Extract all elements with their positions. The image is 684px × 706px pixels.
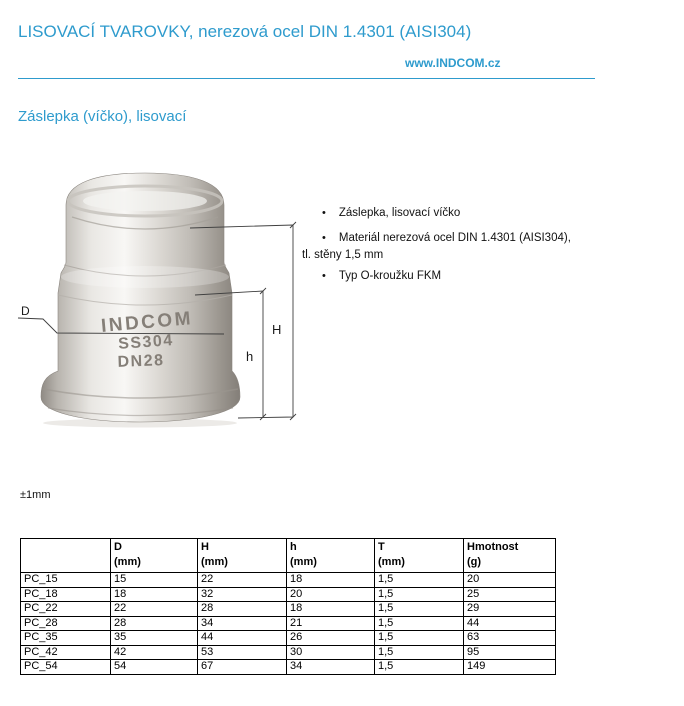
table-header bbox=[464, 539, 556, 573]
header-line: h bbox=[290, 541, 297, 553]
product-photo bbox=[0, 165, 310, 435]
table-cell: 1,5 bbox=[375, 573, 464, 588]
table-cell: 54 bbox=[111, 660, 198, 675]
table-cell: PC_28 bbox=[21, 616, 111, 631]
table-cell: PC_54 bbox=[21, 660, 111, 675]
table-header bbox=[111, 539, 198, 573]
header-line: (mm) bbox=[201, 556, 228, 568]
list-item bbox=[302, 231, 674, 246]
table-cell: PC_35 bbox=[21, 631, 111, 646]
bullet-text: Materiál nerezová ocel DIN 1.4301 (AISI304), bbox=[338, 232, 571, 244]
dimensions-table bbox=[20, 538, 556, 675]
table-row bbox=[21, 616, 556, 631]
bullet-list bbox=[302, 198, 674, 284]
table-cell: PC_42 bbox=[21, 645, 111, 660]
table-cell: 28 bbox=[198, 602, 287, 617]
table-cell: PC_22 bbox=[21, 602, 111, 617]
dimension-label-D: D bbox=[21, 304, 30, 318]
engraving-material: SS304 bbox=[117, 332, 175, 353]
engraving-brand: INDCOM bbox=[100, 308, 194, 337]
list-item bbox=[302, 206, 674, 221]
table-cell: 53 bbox=[198, 645, 287, 660]
section-subtitle: Záslepka (víčko), lisovací bbox=[18, 108, 187, 125]
table-header bbox=[21, 539, 111, 573]
bullet-text-continuation: tl. stěny 1,5 mm bbox=[302, 249, 384, 261]
table-cell: 22 bbox=[111, 602, 198, 617]
table-cell: 25 bbox=[464, 587, 556, 602]
header-line: (g) bbox=[467, 556, 482, 568]
engraving-size: DN28 bbox=[117, 352, 165, 371]
table-header bbox=[198, 539, 287, 573]
dimension-label-h: h bbox=[246, 349, 254, 364]
page-title: LISOVACÍ TVAROVKY, nerezová ocel DIN 1.4301 (AISI304) bbox=[18, 22, 472, 41]
table-cell: 29 bbox=[464, 602, 556, 617]
bullet-text: Záslepka, lisovací víčko bbox=[338, 207, 461, 219]
website-link[interactable]: www.INDCOM.cz bbox=[405, 56, 501, 70]
table-row bbox=[21, 573, 556, 588]
table-header bbox=[375, 539, 464, 573]
bullet-icon bbox=[322, 206, 326, 221]
table-cell: 20 bbox=[287, 587, 375, 602]
table-cell: 34 bbox=[287, 660, 375, 675]
table-row bbox=[21, 660, 556, 675]
table-cell: 44 bbox=[464, 616, 556, 631]
header-line: T bbox=[378, 541, 385, 553]
header-line: D bbox=[114, 541, 122, 553]
table-cell: 18 bbox=[111, 587, 198, 602]
collar-highlight bbox=[61, 266, 229, 288]
bullet-text: Typ O-kroužku FKM bbox=[338, 270, 442, 282]
table-cell: 95 bbox=[464, 645, 556, 660]
table-cell: 28 bbox=[111, 616, 198, 631]
table-cell: 34 bbox=[198, 616, 287, 631]
table-cell: 22 bbox=[198, 573, 287, 588]
table-cell: 26 bbox=[287, 631, 375, 646]
cap-body-illustration bbox=[41, 173, 240, 428]
table-header-row bbox=[21, 539, 556, 573]
table-cell: PC_15 bbox=[21, 573, 111, 588]
header-line: (mm) bbox=[114, 556, 141, 568]
list-item bbox=[302, 269, 674, 284]
table-cell: 20 bbox=[464, 573, 556, 588]
table-row bbox=[21, 631, 556, 646]
tolerance-note: ±1mm bbox=[20, 489, 51, 501]
table-cell: 1,5 bbox=[375, 587, 464, 602]
table-cell: 42 bbox=[111, 645, 198, 660]
table-cell: PC_18 bbox=[21, 587, 111, 602]
table-cell: 67 bbox=[198, 660, 287, 675]
dimension-label-H: H bbox=[272, 322, 282, 337]
table-cell: 18 bbox=[287, 573, 375, 588]
table-cell: 1,5 bbox=[375, 616, 464, 631]
table-cell: 1,5 bbox=[375, 602, 464, 617]
header-line: H bbox=[201, 541, 209, 553]
top-rim-highlight bbox=[83, 191, 207, 211]
header-line: (mm) bbox=[290, 556, 317, 568]
table-cell: 1,5 bbox=[375, 645, 464, 660]
header-divider bbox=[18, 78, 595, 79]
table-cell: 1,5 bbox=[375, 660, 464, 675]
table-row bbox=[21, 602, 556, 617]
table-cell: 30 bbox=[287, 645, 375, 660]
table-cell: 63 bbox=[464, 631, 556, 646]
table-row bbox=[21, 587, 556, 602]
table-cell: 15 bbox=[111, 573, 198, 588]
table-cell: 149 bbox=[464, 660, 556, 675]
table-cell: 1,5 bbox=[375, 631, 464, 646]
header-line: (mm) bbox=[378, 556, 405, 568]
table-cell: 44 bbox=[198, 631, 287, 646]
table-cell: 35 bbox=[111, 631, 198, 646]
table-cell: 32 bbox=[198, 587, 287, 602]
table-cell: 21 bbox=[287, 616, 375, 631]
table-header bbox=[287, 539, 375, 573]
table-cell: 18 bbox=[287, 602, 375, 617]
bullet-icon bbox=[322, 269, 326, 284]
bullet-icon bbox=[322, 231, 326, 246]
header-line: Hmotnost bbox=[467, 541, 519, 553]
table-row bbox=[21, 645, 556, 660]
